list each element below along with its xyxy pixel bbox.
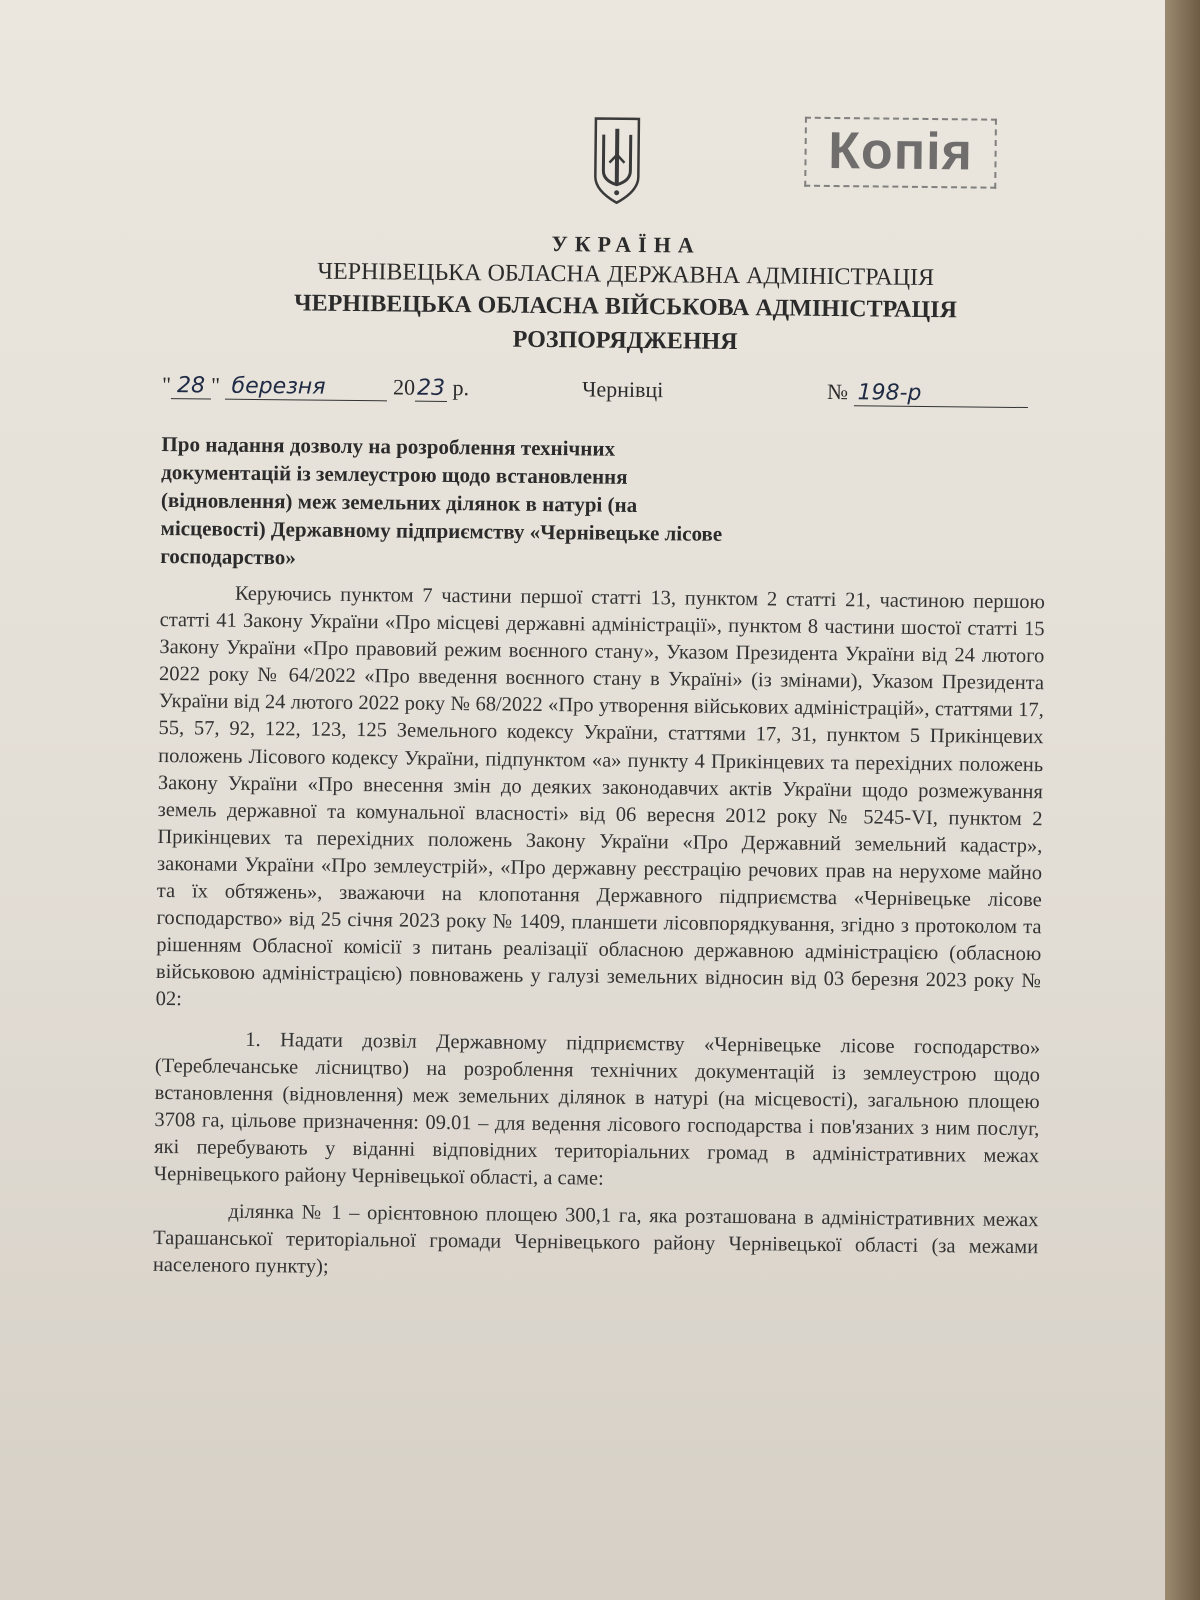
date-month: березня [225, 374, 387, 402]
document-body [153, 580, 1045, 1296]
item-1-paragraph: 1. Надати дозвіл Державному підприємству «Чернівецьке лісове господарство» (Тереблечанське лісництво) на розроблення технічних документацій із землеустрою щодо встановлення (відновлення) меж земельних ділянок в натурі (на місцевості), загальною площею 3708 га, цільове призначення: 09.01 – для ведення лісового господарства і пов'язаних з ним послуг, які перебувають у віданні відповідних територіальних громад в адміністративних межах Чернівецького району Чернівецької області, а саме: [153, 1028, 1041, 1190]
document-number [827, 379, 1028, 408]
date-year-unit: р. [452, 375, 470, 401]
country-name: УКРАЇНА [551, 231, 701, 258]
state-administration-name: ЧЕРНІВЕЦЬКА ОБЛАСНА ДЕРЖАВНА АДМІНІСТРАЦІЯ [317, 258, 935, 292]
city-name: Чернівці [581, 376, 664, 403]
trident-emblem-icon [589, 114, 645, 205]
document-header [162, 225, 1088, 363]
document-type: РОЗПОРЯДЖЕННЯ [512, 326, 738, 356]
copy-stamp: Копія [804, 117, 997, 189]
number-value: 198-р [853, 380, 1027, 408]
document-subject: Про надання дозволу на розроблення технічних документацій із землеустрою щодо встановлення (відновлення) меж земельних ділянок в натурі (на місцевості) Державному підприємству «Чернівецьке лісове господарство» [160, 431, 723, 570]
date-day: 28 [171, 373, 211, 399]
date-year-suffix: 23 [415, 376, 447, 402]
number-label: № [826, 378, 849, 405]
table-edge [1165, 0, 1200, 1600]
preamble-paragraph: Керуючись пунктом 7 частини першої статті 13, пунктом 2 статті 21, частиною першою статті 41 Закону України «Про місцеві державні адміністрації», пунктом 8 частини шостої статті 15 Закону України «Про правовий режим воєнного стану», Указом Президента України від 24 лютого 2022 року № 64/2022 «Про введення воєнного стану в Україні» (із змінами), Указом Президента України від 24 лютого 2022 року № 68/2022 «Про утворення військових адміністрацій», статтями 17, 55, 57, 92, 122, 123, 125 Земельного кодексу України, статтями 17, 31, пунктом 5 Прикінцевих положень Лісового кодексу України, підпунктом «а» пункту 4 Прикінцевих та перехідних положень Закону України «Про внесення змін до деяких законодавчих актів України щодо розмежування земель державної та комунальної власності» від 06 вересня 2012 року № 5245-VI, пунктом 2 Прикінцевих та перехідних положень Закону України «Про Державний земельний кадастр», законами України «Про землеустрій», «Про державну реєстрацію речових прав на нерухоме майно та їх обтяжень», зважаючи на клопотання Державного підприємства «Чернівецьке лісове господарство» від 25 січня 2023 року № 1409, планшети лісовпорядкування, згідно з протоколом та рішенням Обласної комісії з питань реалізації обласною державною адміністрацією (обласною військовою адміністрацією) повноважень у галузі земельних відносин від 03 березня 2023 року № 02: [155, 582, 1046, 1011]
document-date: " 28 " березня 2023 р. [161, 371, 470, 401]
plot-1-paragraph: ділянка № 1 – орієнтовною площею 300,1 га, яка розташована в адміністративних межах Тарашанської територіальної громади Чернівецького району Чернівецької області (за межами населеного пункту); [152, 1200, 1039, 1279]
military-administration-name: ЧЕРНІВЕЦЬКА ОБЛАСНА ВІЙСЬКОВА АДМІНІСТРАЦІЯ [293, 290, 957, 324]
date-year-prefix: 20 [392, 374, 416, 400]
